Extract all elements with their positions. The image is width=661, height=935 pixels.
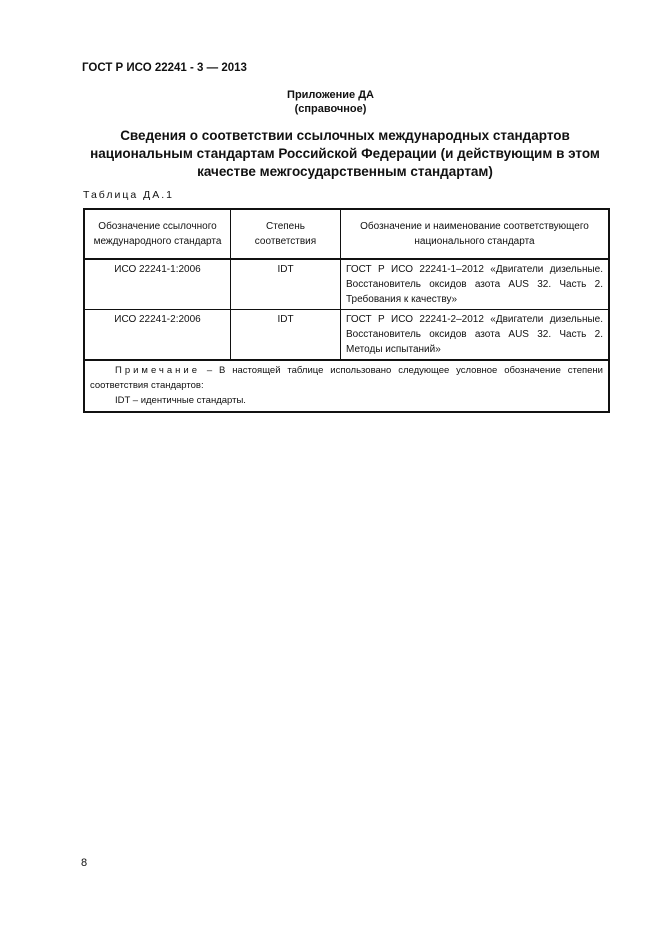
header-national-standard: Обозначение и наименование соответствующего национального стандарта	[341, 209, 610, 259]
table-caption: Таблица ДА.1	[83, 189, 174, 201]
annex-title: Сведения о соответствии ссылочных международных стандартов национальным стандартам Российской Федерации (и действующим в этом качестве межгосударственным стандартам)	[90, 128, 600, 179]
note-label: Примечание	[115, 365, 200, 376]
annex-label: Приложение ДА	[287, 89, 374, 101]
standards-correspondence-table	[83, 208, 610, 413]
annex-type: (справочное)	[294, 103, 367, 115]
table-header-row	[84, 209, 609, 259]
cell-national-standard: ГОСТ Р ИСО 22241-2–2012 «Двигатели дизельные. Восстановитель оксидов азота AUS 32. Часть 2. Методы испытаний»	[341, 310, 610, 361]
header-degree: Степень соответствия	[231, 209, 341, 259]
note-text: – В настоящей таблице использовано следующее условное обозначение степени соответствия стандартов:	[90, 365, 603, 391]
cell-intl-standard: ИСО 22241-1:2006	[84, 259, 231, 310]
cell-national-standard: ГОСТ Р ИСО 22241-1–2012 «Двигатели дизельные. Восстановитель оксидов азота AUS 32. Часть 2. Требования к качеству»	[341, 259, 610, 310]
header-intl-standard: Обозначение ссылочного международного стандарта	[84, 209, 231, 259]
cell-intl-standard: ИСО 22241-2:2006	[84, 310, 231, 361]
document-header: ГОСТ Р ИСО 22241 - 3 — 2013	[82, 62, 247, 74]
note-legend: IDT – идентичные стандарты.	[115, 395, 246, 406]
page-number: 8	[81, 857, 88, 869]
table-note-row	[84, 360, 609, 412]
cell-degree: IDT	[231, 259, 341, 310]
table-note	[84, 360, 609, 412]
table-row	[84, 310, 609, 361]
annex-heading	[0, 88, 661, 116]
cell-degree: IDT	[231, 310, 341, 361]
note-paragraph	[90, 363, 603, 393]
table-row	[84, 259, 609, 310]
